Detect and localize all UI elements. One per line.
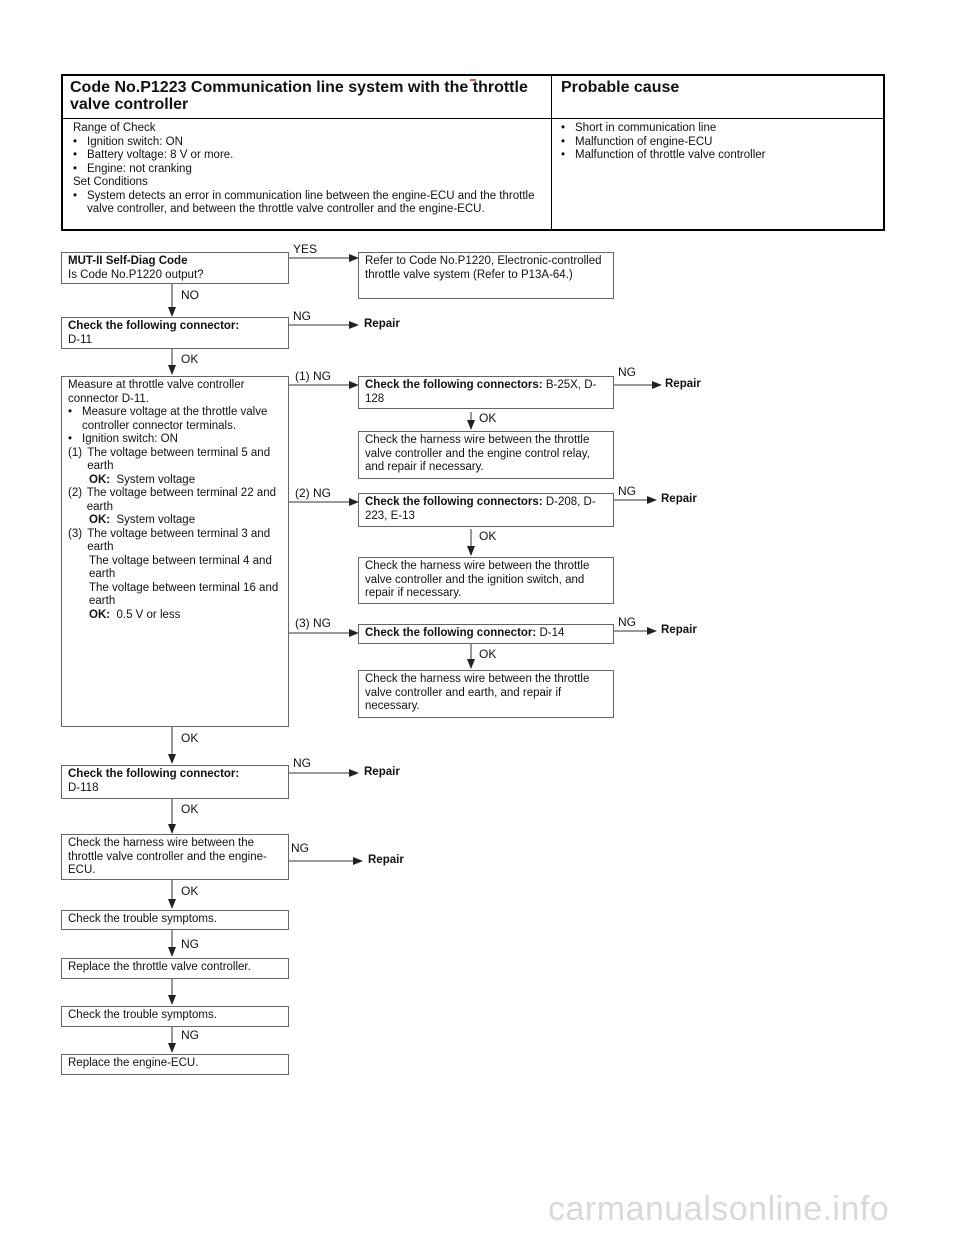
measure-bullet: • Measure voltage at the throttle valve controller connector terminals. [68, 406, 282, 433]
check-trouble-symptoms-box: Check the trouble symptoms. [61, 910, 289, 930]
measure-bullet: • Ignition switch: ON [68, 433, 282, 447]
repair-label: Repair [661, 624, 697, 636]
cause-item: • Malfunction of throttle valve controller [561, 149, 765, 163]
check-trouble-symptoms-box-2: Check the trouble symptoms. [61, 1006, 289, 1027]
ng-label: NG [618, 484, 636, 498]
check-connector-d14-box [358, 624, 614, 644]
repair-label: Repair [364, 766, 400, 778]
item-text: The voltage between terminal 22 and earth [86, 487, 276, 513]
check-connectors-title: Check the following connectors: [365, 379, 543, 391]
refer-p1220-box: Refer to Code No.P1220, Electronic-controlled throttle valve system (Refer to P13A-64.) [358, 252, 614, 299]
self-diag-code-box [61, 252, 289, 284]
check-connector-title: Check the following connector: [68, 320, 240, 332]
repair-label: Repair [661, 493, 697, 505]
ok-label: OK [181, 884, 199, 898]
ng-2-label: (2) NG [295, 486, 331, 500]
ok-label: OK [181, 731, 199, 745]
ok-value: System voltage [116, 473, 196, 486]
cause-item: • Short in communication line [561, 122, 765, 136]
set-item: • System detects an error in communication line between the engine-ECU and the throttle valve controller, and between the throttle valve controller and the engine-ECU. [73, 190, 535, 217]
measure-item-3 [68, 528, 282, 555]
check-connectors-d208-box [358, 493, 614, 527]
check-connectors-b25x-box [358, 376, 614, 409]
ng-label: NG [293, 309, 311, 323]
measure-line: connector D-11. [68, 392, 149, 405]
harness-control-relay-box: Check the harness wire between the throttle valve controller and the engine control relay, and repair if necessary. [358, 431, 614, 479]
ok-tag: OK: [89, 608, 111, 621]
ok-label: OK [181, 802, 199, 816]
replace-throttle-controller-box: Replace the throttle valve controller. [61, 958, 289, 979]
ng-label: NG [293, 756, 311, 770]
connector-d118: D-118 [68, 781, 99, 794]
connectors-d208-d223-e13: D-208, D-223, E-13 [365, 496, 596, 522]
connector-d11: D-11 [68, 333, 93, 346]
no-label: NO [181, 288, 199, 302]
probable-cause-title: Probable cause [561, 79, 680, 96]
self-diag-title: MUT-II Self-Diag Code [68, 255, 188, 267]
range-item: • Battery voltage: 8 V or more. [73, 149, 535, 163]
item-number: (2) [68, 487, 83, 499]
repair-label: Repair [665, 378, 701, 390]
check-connector-d11-box [61, 317, 289, 349]
ng-1-label: (1) NG [295, 369, 331, 383]
self-diag-question: Is Code No.P1220 output? [68, 268, 204, 281]
ok-value: System voltage [116, 514, 196, 526]
check-connectors-title: Check the following connectors: [365, 496, 543, 508]
ng-label: NG [181, 937, 199, 951]
ok-label: OK [479, 411, 497, 425]
cause-item: • Malfunction of engine-ECU [561, 136, 765, 150]
item-text: The voltage between terminal 3 and earth [87, 527, 271, 553]
range-item: • Engine: not cranking [73, 163, 535, 177]
ok-tag: OK: [89, 514, 111, 526]
range-item: • Ignition switch: ON [73, 136, 535, 150]
check-connector-d118-box [61, 765, 289, 799]
watermark-text: carmanualsonline.info [548, 1190, 890, 1228]
item-text: The voltage between terminal 16 and earth [89, 581, 279, 607]
set-label: Set Conditions [73, 176, 148, 188]
ok-tag: OK: [89, 473, 111, 486]
ng-label: NG [618, 615, 636, 629]
harness-engine-ecu-box: Check the harness wire between the throttle valve controller and the engine-ECU. [61, 834, 289, 880]
ng-3-label: (3) NG [295, 616, 331, 630]
harness-earth-box: Check the harness wire between the throttle valve controller and earth, and repair if necessary. [358, 670, 614, 718]
ng-label: NG [618, 365, 636, 379]
code-title: Code No.P1223 Communication line system with the throttle valve controller [70, 79, 528, 113]
connectors-b25x-d128: B-25X, D-128 [365, 379, 597, 405]
item-number: (1) [68, 446, 83, 459]
harness-ignition-switch-box: Check the harness wire between the throttle valve controller and the ignition switch, and repair if necessary. [358, 557, 614, 604]
yes-label: YES [293, 242, 318, 256]
ok-value: 0.5 V or less [116, 608, 181, 621]
ok-label: OK [181, 352, 199, 366]
ok-label: OK [479, 529, 497, 543]
measure-item-1 [68, 447, 282, 474]
item-text: The voltage between terminal 4 and earth [89, 554, 272, 580]
measure-d11-box [61, 376, 289, 727]
check-connector-title: Check the following connector: [365, 627, 537, 639]
repair-label: Repair [368, 854, 404, 866]
check-connector-title: Check the following connector: [68, 768, 240, 780]
item-text: The voltage between terminal 5 and earth [87, 446, 271, 472]
measure-line: Measure at throttle valve controller [68, 379, 245, 391]
measure-item-2 [68, 487, 282, 514]
item-number: (3) [68, 527, 83, 540]
connector-d14: D-14 [539, 627, 565, 639]
ng-label: NG [291, 841, 309, 855]
ok-label: OK [479, 647, 497, 661]
ng-label: NG [181, 1028, 199, 1042]
range-label: Range of Check [73, 122, 156, 134]
repair-label: Repair [364, 318, 400, 330]
replace-engine-ecu-box: Replace the engine-ECU. [61, 1054, 289, 1075]
